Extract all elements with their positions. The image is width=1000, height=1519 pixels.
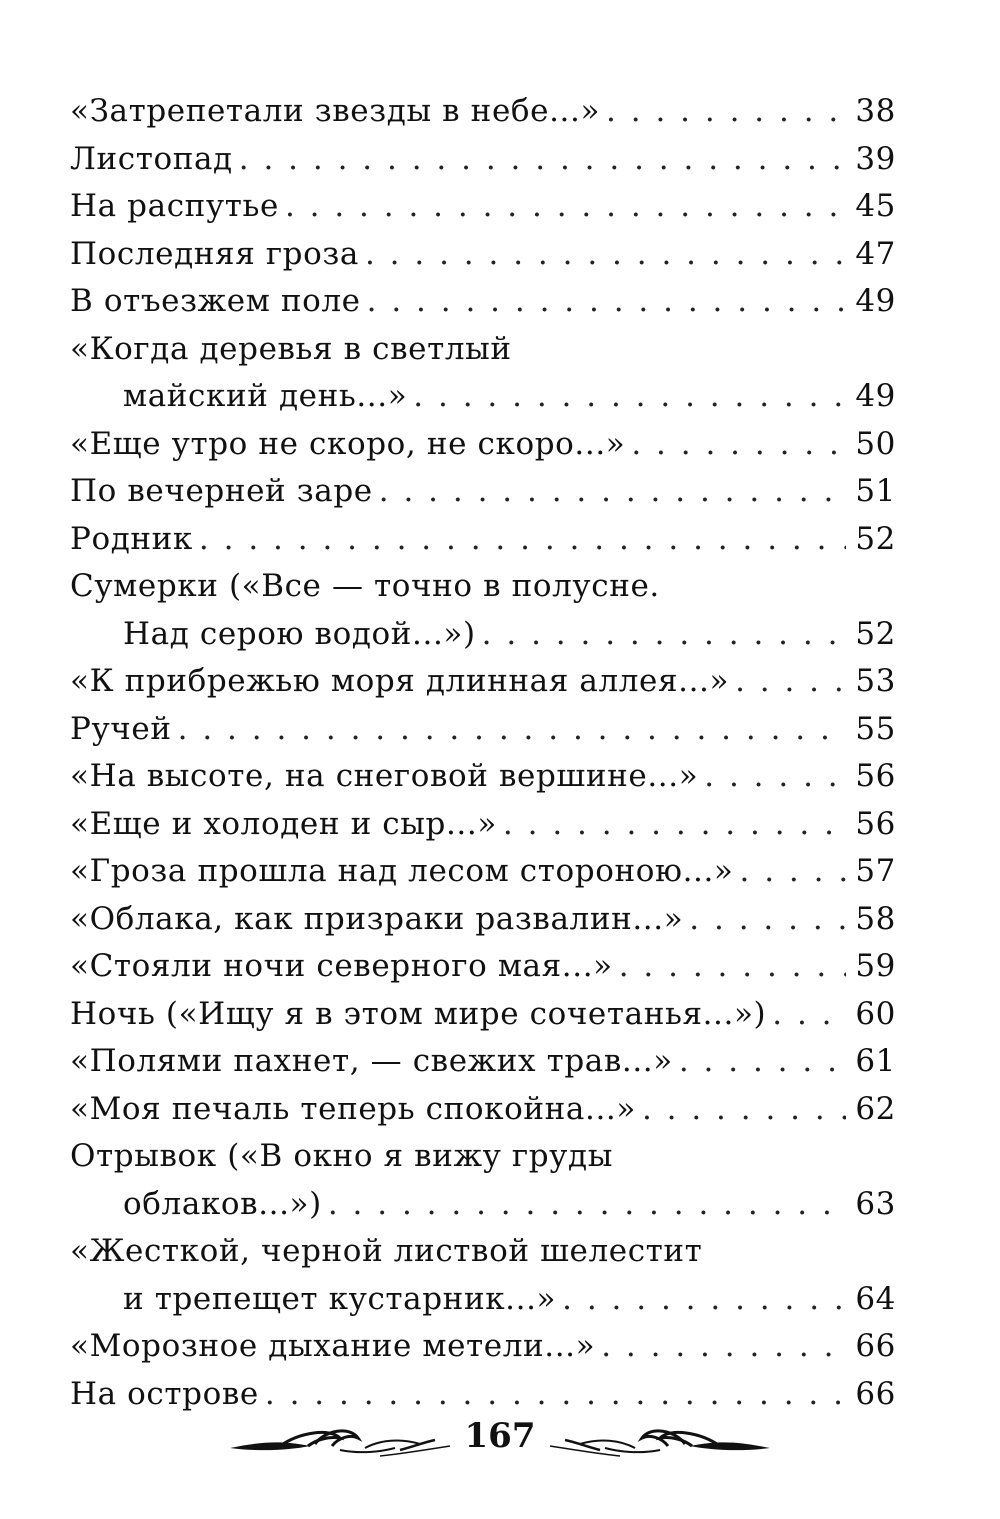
dot-leader bbox=[606, 88, 846, 136]
toc-entry-title: Последняя гроза bbox=[70, 235, 359, 272]
toc-entry-title: «Затрепетали звезды в небе...» bbox=[70, 93, 601, 129]
toc-entry-page: 66 bbox=[855, 1328, 896, 1364]
toc-entry-page: 56 bbox=[855, 805, 896, 842]
dot-leader bbox=[328, 1181, 846, 1229]
dot-leader bbox=[689, 896, 846, 944]
toc-entry bbox=[70, 1228, 896, 1323]
toc-entry-page: 47 bbox=[855, 235, 896, 272]
toc-entry-page: 57 bbox=[855, 853, 896, 889]
toc-entry-title: «Жесткой, черной листвой шелестит bbox=[70, 1233, 703, 1269]
dot-leader bbox=[199, 516, 846, 564]
toc-entry-line bbox=[70, 848, 896, 896]
toc-entry-line bbox=[70, 516, 896, 564]
toc-entry-line bbox=[70, 326, 896, 374]
toc-entry bbox=[70, 1323, 896, 1371]
toc-entry bbox=[70, 896, 896, 944]
toc-entry-title: Сумерки («Все — точно в полусне. bbox=[70, 568, 660, 604]
toc-entry-title: «К прибрежью моря длинная аллея...» bbox=[70, 663, 730, 699]
dot-leader bbox=[562, 1276, 846, 1324]
toc-entry-page: 38 bbox=[855, 93, 896, 129]
toc-entry bbox=[70, 943, 896, 991]
toc-entry bbox=[70, 563, 896, 658]
toc-entry-line bbox=[70, 611, 896, 659]
toc-entry-line bbox=[70, 278, 896, 326]
toc-entry-line bbox=[70, 801, 896, 849]
toc-entry-title: «Еще и холоден и сыр...» bbox=[70, 805, 497, 842]
toc-entry bbox=[70, 183, 896, 231]
toc-entry-title: «Полями пахнет, — свежих трав...» bbox=[70, 1043, 673, 1079]
toc-entry-page: 51 bbox=[855, 473, 896, 509]
toc-entry bbox=[70, 801, 896, 849]
toc-entry bbox=[70, 753, 896, 801]
toc-entry-page: 66 bbox=[855, 1375, 896, 1412]
table-of-contents bbox=[70, 88, 896, 1418]
toc-entry-page: 45 bbox=[855, 188, 896, 224]
toc-entry-title: «Когда деревья в светлый bbox=[70, 330, 512, 367]
toc-entry-line bbox=[70, 896, 896, 944]
toc-entry-line bbox=[70, 183, 896, 231]
toc-entry-line bbox=[70, 658, 896, 706]
toc-entry-title: «На высоте, на снеговой вершине...» bbox=[70, 758, 699, 794]
toc-entry-line bbox=[70, 136, 896, 184]
toc-entry-title: «Гроза прошла над лесом стороною...» bbox=[70, 853, 734, 889]
toc-entry-page: 59 bbox=[855, 948, 896, 984]
toc-entry-line bbox=[70, 1276, 896, 1324]
toc-entry-page: 64 bbox=[855, 1280, 896, 1317]
toc-entry-line bbox=[70, 1038, 896, 1086]
toc-entry-line bbox=[70, 88, 896, 136]
toc-entry-page: 49 bbox=[855, 378, 896, 414]
toc-entry-title: На острове bbox=[70, 1375, 259, 1412]
toc-entry-page: 52 bbox=[855, 615, 896, 652]
toc-entry bbox=[70, 136, 896, 184]
toc-entry-line bbox=[70, 1181, 896, 1229]
dot-leader bbox=[482, 611, 846, 659]
toc-entry-title: майский день...» bbox=[123, 378, 408, 414]
dot-leader bbox=[367, 278, 846, 326]
toc-entry-page: 60 bbox=[855, 995, 896, 1032]
dot-leader bbox=[365, 231, 846, 279]
toc-entry-title: «Еще утро не скоро, не скоро...» bbox=[70, 425, 626, 462]
toc-entry-page: 49 bbox=[855, 283, 896, 319]
toc-entry-line bbox=[70, 373, 896, 421]
toc-entry bbox=[70, 88, 896, 136]
dot-leader bbox=[178, 706, 846, 754]
toc-entry-title: и трепещет кустарник...» bbox=[123, 1280, 557, 1317]
dot-leader bbox=[503, 801, 846, 849]
dot-leader bbox=[704, 753, 846, 801]
toc-entry-line bbox=[70, 753, 896, 801]
toc-entry bbox=[70, 991, 896, 1039]
toc-entry-title: По вечерней заре bbox=[70, 473, 373, 509]
dot-leader bbox=[740, 848, 846, 896]
toc-entry-line bbox=[70, 1086, 896, 1134]
toc-entry-page: 39 bbox=[855, 140, 896, 177]
toc-entry-line bbox=[70, 943, 896, 991]
toc-entry-title: Ручей bbox=[70, 710, 172, 747]
toc-entry bbox=[70, 706, 896, 754]
toc-entry-title: «Морозное дыхание метели...» bbox=[70, 1328, 596, 1364]
page-number: 167 bbox=[464, 1416, 536, 1456]
dot-leader bbox=[631, 421, 846, 469]
toc-entry-page: 52 bbox=[855, 520, 896, 557]
dot-leader bbox=[619, 943, 846, 991]
toc-entry-page: 56 bbox=[855, 758, 896, 794]
toc-entry bbox=[70, 326, 896, 421]
toc-entry bbox=[70, 516, 896, 564]
toc-entry-title: Листопад bbox=[70, 140, 233, 177]
toc-entry-title: На распутье bbox=[70, 188, 279, 224]
dot-leader bbox=[601, 1323, 846, 1371]
toc-entry bbox=[70, 848, 896, 896]
toc-entry-title: «Стояли ночи северного мая...» bbox=[70, 948, 613, 984]
dot-leader bbox=[772, 991, 846, 1039]
toc-entry bbox=[70, 1038, 896, 1086]
toc-entry bbox=[70, 468, 896, 516]
toc-entry bbox=[70, 421, 896, 469]
dot-leader bbox=[735, 658, 846, 706]
toc-entry bbox=[70, 231, 896, 279]
toc-entry-title: «Облака, как призраки развалин...» bbox=[70, 900, 684, 937]
page-footer bbox=[220, 1410, 780, 1470]
toc-entry-line bbox=[70, 1323, 896, 1371]
toc-entry-title: «Моя печаль теперь спокойна...» bbox=[70, 1090, 636, 1127]
dot-leader bbox=[642, 1086, 846, 1134]
toc-entry bbox=[70, 1133, 896, 1228]
dot-leader bbox=[379, 468, 846, 516]
toc-entry-page: 61 bbox=[855, 1043, 896, 1079]
toc-entry-line bbox=[70, 563, 896, 611]
toc-entry-page: 63 bbox=[855, 1185, 896, 1222]
dot-leader bbox=[413, 373, 846, 421]
toc-entry-title: Ночь («Ищу я в этом мире сочетанья...») bbox=[70, 995, 767, 1032]
toc-entry bbox=[70, 1086, 896, 1134]
toc-entry-line bbox=[70, 421, 896, 469]
toc-entry-line bbox=[70, 991, 896, 1039]
toc-entry-title: В отъезжем поле bbox=[70, 283, 361, 319]
toc-entry-line bbox=[70, 468, 896, 516]
toc-entry-title: Над серою водой...») bbox=[123, 615, 476, 652]
toc-entry-page: 58 bbox=[855, 900, 896, 937]
toc-entry bbox=[70, 658, 896, 706]
toc-entry-page: 53 bbox=[855, 663, 896, 699]
dot-leader bbox=[285, 183, 846, 231]
dot-leader bbox=[679, 1038, 846, 1086]
toc-entry-line bbox=[70, 231, 896, 279]
toc-entry-title: облаков...») bbox=[123, 1185, 322, 1222]
toc-entry-title: Отрывок («В окно я вижу груды bbox=[70, 1138, 613, 1174]
toc-entry-page: 50 bbox=[855, 425, 896, 462]
toc-entry bbox=[70, 278, 896, 326]
toc-entry-page: 62 bbox=[855, 1090, 896, 1127]
toc-entry-line bbox=[70, 1133, 896, 1181]
toc-entry-title: Родник bbox=[70, 520, 193, 557]
toc-entry-line bbox=[70, 1228, 896, 1276]
toc-entry-page: 55 bbox=[855, 710, 896, 747]
toc-entry-line bbox=[70, 706, 896, 754]
dot-leader bbox=[239, 136, 846, 184]
